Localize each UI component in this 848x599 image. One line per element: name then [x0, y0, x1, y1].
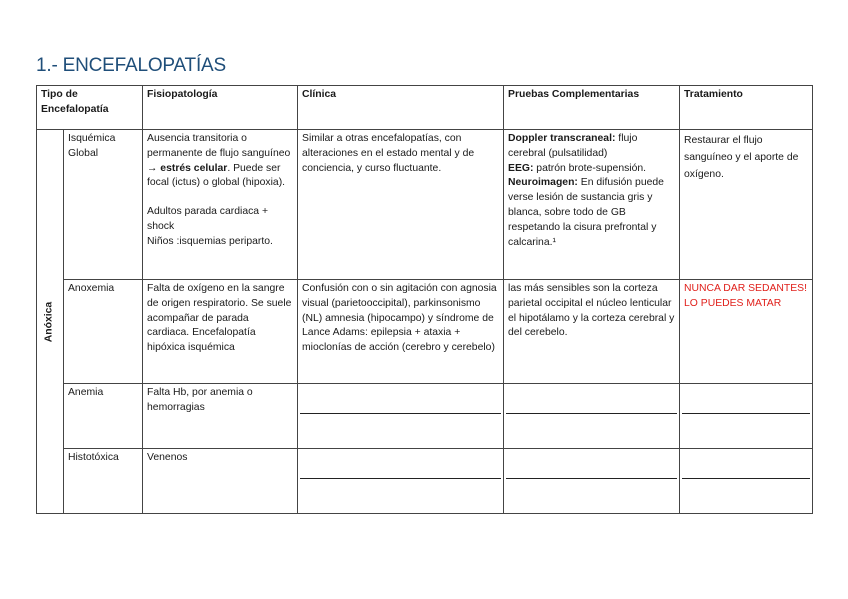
blank-line [300, 413, 501, 414]
type-anemia: Anemia [64, 384, 143, 449]
clinica-anemia-blank [298, 384, 504, 449]
blank-line [300, 478, 501, 479]
row-histotoxica [37, 449, 813, 514]
group-label: Anóxica [43, 301, 55, 342]
header-fisiopatologia: Fisiopatología [143, 86, 298, 130]
header-row [37, 86, 813, 130]
fisio-anemia: Falta Hb, por anemia o hemorragias [143, 384, 298, 449]
pruebas-anoxemia: las más sensibles son la corteza parietal occipital el núcleo lenticular el hipotálamo y la corteza cerebral y del cerebelo. [504, 280, 680, 384]
tratamiento-histotoxica-blank [680, 449, 813, 514]
row-anemia [37, 384, 813, 449]
header-tratamiento: Tratamiento [680, 86, 813, 130]
type-isquemica: Isquémica Global [64, 130, 143, 280]
blank-line [682, 413, 810, 414]
row-isquemica [37, 130, 813, 280]
row-anoxemia [37, 280, 813, 384]
pruebas-isquemica: Doppler transcraneal: flujo cerebral (pulsatilidad) EEG: patrón brote-supensión. Neuroimagen: En difusión puede verse lesión de sustancia gris y blanca, sobre todo de GB respetando la cisura prefrontal y calcarina.¹ [504, 130, 680, 280]
blank-line [506, 478, 677, 479]
header-pruebas: Pruebas Complementarias [504, 86, 680, 130]
pruebas-anemia-blank [504, 384, 680, 449]
pruebas-histotoxica-blank [504, 449, 680, 514]
encefalopatias-table [36, 85, 813, 514]
blank-line [682, 478, 810, 479]
tratamiento-anoxemia: NUNCA DAR SEDANTES! LO PUEDES MATAR [680, 280, 813, 384]
fisio-anoxemia: Falta de oxígeno en la sangre de origen respiratorio. Se suele acompañar de parada cardiaca. Encefalopatía hipóxica isquémica [143, 280, 298, 384]
header-tipo: Tipo de Encefalopatía [37, 86, 143, 130]
tratamiento-isquemica: Restaurar el flujo sanguíneo y el aporte de oxígeno. [680, 130, 813, 280]
type-anoxemia: Anoxemia [64, 280, 143, 384]
clinica-anoxemia: Confusión con o sin agitación con agnosia visual (parietooccipital), parkinsonismo (NL) amnesia (hipocampo) y síndrome de Lance Adams: epilepsia + ataxia + mioclonías de acción (cerebro y cerebelo) [298, 280, 504, 384]
page-title: 1.- ENCEFALOPATÍAS [36, 55, 226, 76]
tratamiento-anemia-blank [680, 384, 813, 449]
group-cell [37, 130, 64, 514]
blank-line [506, 413, 677, 414]
clinica-isquemica: Similar a otras encefalopatías, con alteraciones en el estado mental y de conciencia, y curso fluctuante. [298, 130, 504, 280]
fisio-isquemica: Ausencia transitoria o permanente de flujo sanguíneo → estrés celular. Puede ser focal (ictus) o global (hipoxia). Adultos parada cardiaca + shock Niños :isquemias periparto. [143, 130, 298, 280]
header-clinica: Clínica [298, 86, 504, 130]
clinica-histotoxica-blank [298, 449, 504, 514]
type-histotoxica: Histotóxica [64, 449, 143, 514]
fisio-histotoxica: Venenos [143, 449, 298, 514]
